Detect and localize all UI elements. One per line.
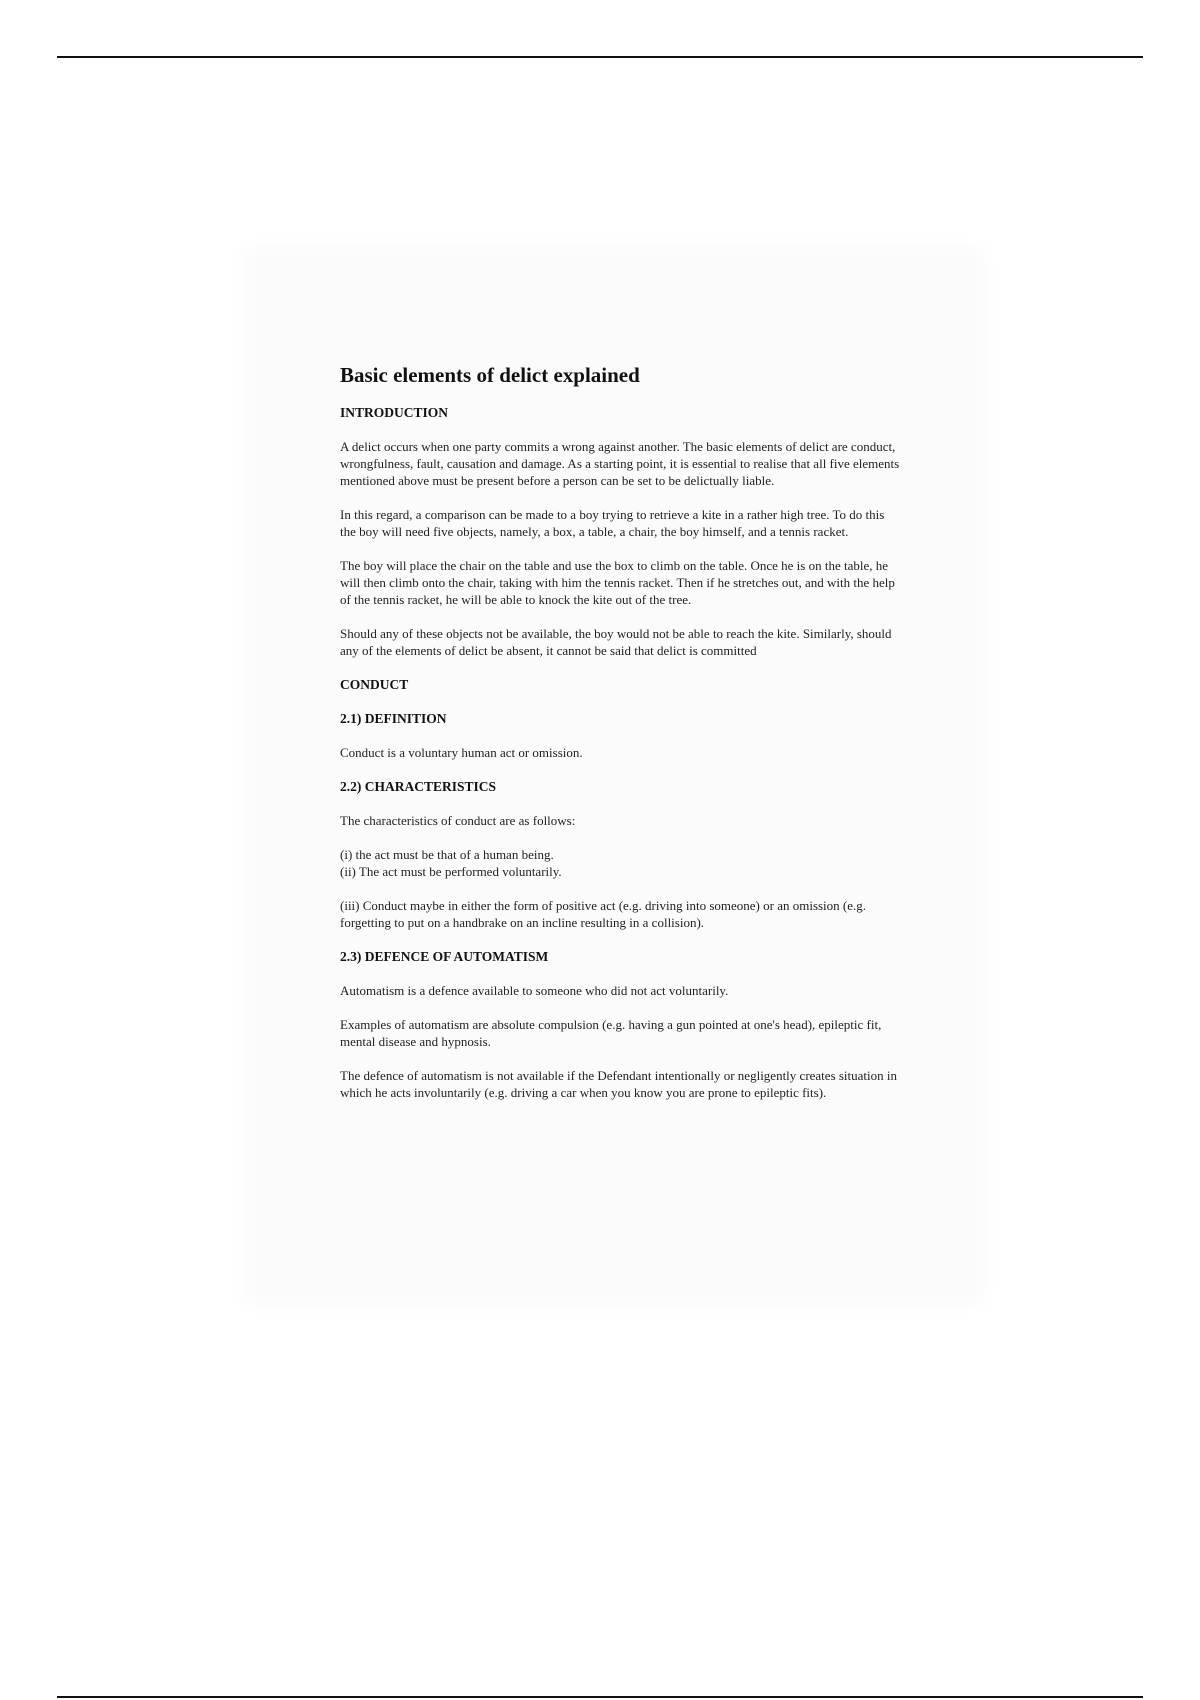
document-content: [340, 362, 900, 1118]
introduction-paragraph-1: A delict occurs when one party commits a wrong against another. The basic elements of delict are conduct, wrongfulness, fault, causation and damage. As a starting point, it is essential to realise that all five elements mentioned above must be present before a person can be set to be delictually liable.: [340, 439, 900, 488]
characteristics-item-2: (ii) The act must be performed voluntarily.: [340, 864, 562, 879]
definition-heading: 2.1) DEFINITION: [340, 711, 447, 726]
top-divider: [57, 56, 1143, 58]
automatism-paragraph-1: Automatism is a defence available to someone who did not act voluntarily.: [340, 983, 729, 998]
characteristics-list: [340, 846, 900, 880]
introduction-paragraph-3: The boy will place the chair on the table and use the box to climb on the table. Once he is on the table, he will then climb onto the chair, taking with him the tennis racket. Then if he stretches out, and with the help of the tennis racket, he will be able to knock the kite out of the tree.: [340, 558, 895, 607]
automatism-heading: 2.3) DEFENCE OF AUTOMATISM: [340, 949, 549, 964]
conduct-heading: CONDUCT: [340, 677, 409, 692]
characteristics-heading: 2.2) CHARACTERISTICS: [340, 779, 497, 794]
characteristics-item-1: (i) the act must be that of a human being.: [340, 847, 554, 862]
automatism-paragraph-3: The defence of automatism is not available if the Defendant intentionally or negligently creates situation in which he acts involuntarily (e.g. driving a car when you know you are prone to epileptic fits).: [340, 1068, 898, 1100]
bottom-divider: [57, 1696, 1143, 1698]
introduction-heading: INTRODUCTION: [340, 405, 449, 420]
characteristics-intro: The characteristics of conduct are as follows:: [340, 813, 576, 828]
definition-text: Conduct is a voluntary human act or omission.: [340, 745, 583, 760]
characteristics-item-3: (iii) Conduct maybe in either the form of positive act (e.g. driving into someone) or an omission (e.g. forgetting to put on a handbrake on an incline resulting in a collision).: [340, 898, 867, 930]
introduction-paragraph-4: Should any of these objects not be available, the boy would not be able to reach the kite. Similarly, should any of the elements of delict be absent, it cannot be said that delict is committed: [340, 626, 892, 658]
document-title: Basic elements of delict explained: [340, 363, 640, 387]
introduction-paragraph-2: In this regard, a comparison can be made to a boy trying to retrieve a kite in a rather high tree. To do this the boy will need five objects, namely, a box, a table, a chair, the boy himself, and a tennis racket.: [340, 507, 885, 539]
automatism-paragraph-2: Examples of automatism are absolute compulsion (e.g. having a gun pointed at one's head), epileptic fit, mental disease and hypnosis.: [340, 1017, 882, 1049]
